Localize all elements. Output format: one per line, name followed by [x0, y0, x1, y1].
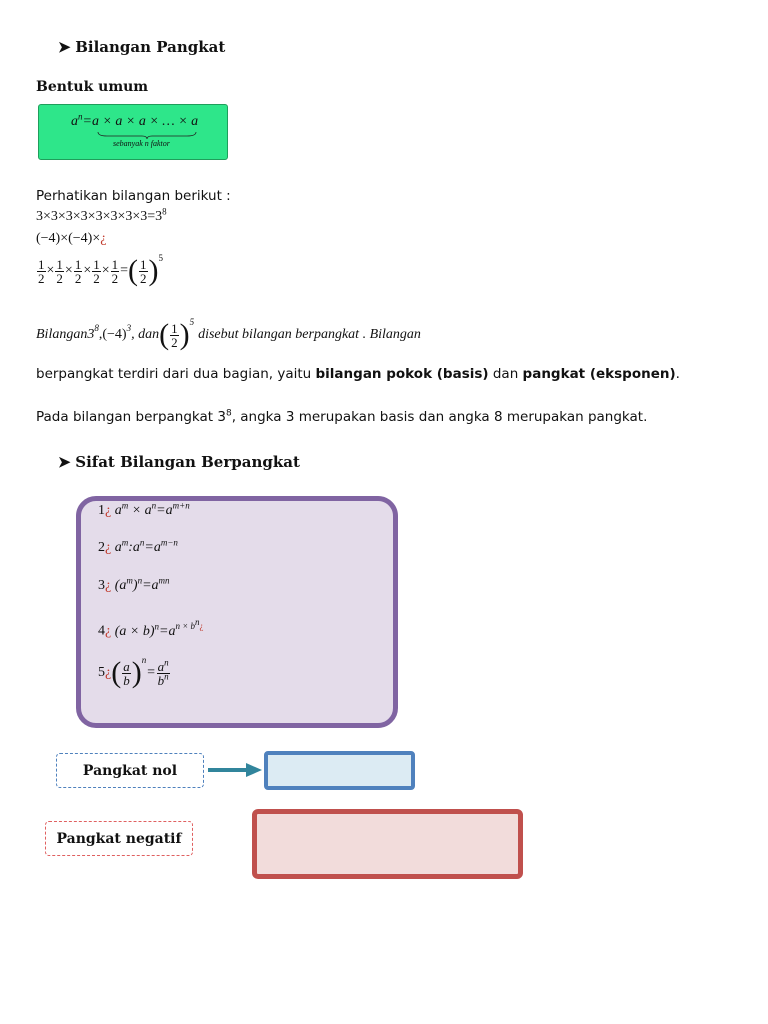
prop-3-formula: $(a^m)^n=a^{mn}$ [114, 575, 170, 593]
fraction-4 [92, 258, 101, 285]
general-form-box [38, 104, 228, 160]
frac-num: 1 [93, 256, 100, 272]
frac-num: 1 [111, 256, 119, 272]
para-dan: , dan [131, 327, 160, 342]
examples-intro: Perhatikan bilangan berikut : [36, 188, 231, 204]
times-sign: × [64, 263, 73, 278]
example-2-text: (−4)×(−4)× [36, 231, 101, 246]
frac-num: 1 [140, 256, 147, 272]
para-line3-rest: , angka 3 merupakan basis dan angka 8 merupakan pangkat. [231, 409, 648, 425]
times-sign: × [46, 263, 55, 278]
paragraph-line-1: Bilangan3 8 ,(−4) 3 , dan ( $\frac{1}{2}$ ) 5 disebut bilangan berpangkat . Bilangan [36, 317, 421, 351]
fraction-result [139, 258, 148, 285]
paren-right: ) [131, 656, 142, 689]
para-bold-exponent: pangkat (eksponen) [522, 366, 676, 382]
paren-left: ( [159, 318, 170, 351]
para-line3-text: Pada bilangan berpangkat 3 [36, 409, 226, 425]
prop-4-formula: $(a \times b)^n=a^{n \times b^n¿}$ [114, 617, 204, 639]
frac-num: 1 [38, 256, 45, 272]
example-line-1 [36, 206, 167, 225]
prop-mark: ¿ [105, 503, 112, 518]
arrow-bullet-icon: ➤ [58, 453, 71, 471]
formula-rhs: =a × a × a × … × a [82, 114, 199, 129]
formula-base: a [71, 114, 78, 129]
paren-left: ( [111, 656, 122, 689]
para-start: Bilangan3 [36, 327, 95, 342]
prop-2-formula: $a^m:a^n=a^{m-n}$ [114, 537, 178, 555]
prop-num: 2 [98, 540, 105, 555]
paragraph-line-3 [36, 409, 647, 425]
property-4 [98, 617, 204, 640]
prop-5-frac-result: $\frac{a^n}{b^n}$ [157, 657, 169, 688]
prop-num: 1 [98, 503, 105, 518]
frac-den: 2 [56, 270, 63, 286]
properties-box [76, 496, 398, 728]
heading-sifat [58, 453, 300, 471]
pangkat-negatif-label [45, 821, 193, 856]
prop-mark: ¿ [105, 623, 112, 639]
pangkat-negatif-answer-box [252, 809, 523, 879]
property-1 [98, 500, 190, 519]
formula-exp: n [78, 111, 83, 122]
equals-sign: = [120, 263, 129, 278]
para-fraction [170, 322, 179, 349]
fraction-3 [74, 258, 83, 285]
frac-den: 2 [171, 334, 178, 350]
arrow-right-icon [206, 760, 264, 780]
prop-5-frac-ab: $\frac{a}{b}$ [123, 658, 130, 688]
fraction-1 [37, 258, 46, 285]
para-bold-basis: bilangan pokok (basis) [315, 366, 489, 382]
fraction-5 [111, 258, 120, 285]
paren-right: ) [148, 254, 159, 287]
prop-5-equals: = [146, 665, 156, 680]
example-1-text: 3×3×3×3×3×3×3×3=3 [36, 209, 163, 224]
frac-num: 1 [171, 320, 178, 336]
pangkat-nol-answer-box [264, 751, 415, 790]
subheading-bentuk-umum: Bentuk umum [36, 79, 149, 95]
frac-den: 2 [111, 270, 119, 286]
heading-text: Sifat Bilangan Berpangkat [75, 453, 300, 471]
pangkat-nol-text: Pangkat nol [82, 762, 178, 779]
para-line2-text: berpangkat terdiri dari dua bagian, yaitu [36, 366, 316, 382]
prop-num: 5 [98, 665, 105, 680]
heading-text: Bilangan Pangkat [75, 38, 226, 56]
prop-mark: ¿ [105, 578, 112, 593]
pangkat-nol-label [56, 753, 204, 788]
frac-den: 2 [93, 270, 100, 286]
example-line-3: $\frac{1}{2}$ × $\frac{1}{2}$ × $\frac{1}{2}$ × $\frac{1}{2}$ × $\frac{1}{2}$ = ( $\frac{1}{2}$ ) 5 [38, 253, 164, 287]
fraction-2 [55, 258, 64, 285]
prop-1-formula: $a^m \times a^n=a^{m+n}$ [114, 500, 190, 518]
paragraph-line-2 [36, 366, 680, 382]
formula-caption: sebanyak n faktor [113, 139, 170, 148]
frac-num: 1 [74, 256, 82, 272]
paren-right: ) [179, 318, 190, 351]
para-period: . [675, 366, 680, 382]
frac-den: 2 [38, 270, 45, 286]
para-end: disebut bilangan berpangkat . Bilangan [198, 327, 421, 342]
pangkat-negatif-text: Pangkat negatif [56, 830, 182, 847]
example-line-2 [36, 231, 106, 247]
underbrace-icon [97, 131, 197, 139]
prop-mark: ¿ [105, 665, 112, 680]
para-neg4: ,(−4) [98, 327, 127, 342]
times-sign: × [101, 263, 110, 278]
heading-bilangan-pangkat [58, 38, 225, 56]
prop-num: 3 [98, 578, 105, 593]
example-1-exp: 8 [162, 206, 167, 217]
frac-num: 1 [56, 256, 63, 272]
frac-den: 2 [74, 270, 82, 286]
arrow-bullet-icon: ➤ [58, 38, 71, 56]
property-2 [98, 537, 178, 556]
property-5: 5 ¿ ( $\frac{a}{b}$ ) n = $\frac{a^n}{b^n}$ [98, 655, 169, 689]
prop-num: 4 [98, 623, 105, 639]
para-line3-exp: 8 [225, 408, 232, 419]
times-sign: × [83, 263, 92, 278]
para-dan-word: dan [488, 366, 523, 382]
example-2-mark: ¿ [100, 231, 107, 246]
property-3 [98, 575, 170, 594]
prop-mark: ¿ [105, 540, 112, 555]
frac-den: 2 [140, 270, 147, 286]
general-form-formula [71, 111, 199, 130]
paren-left: ( [128, 254, 139, 287]
